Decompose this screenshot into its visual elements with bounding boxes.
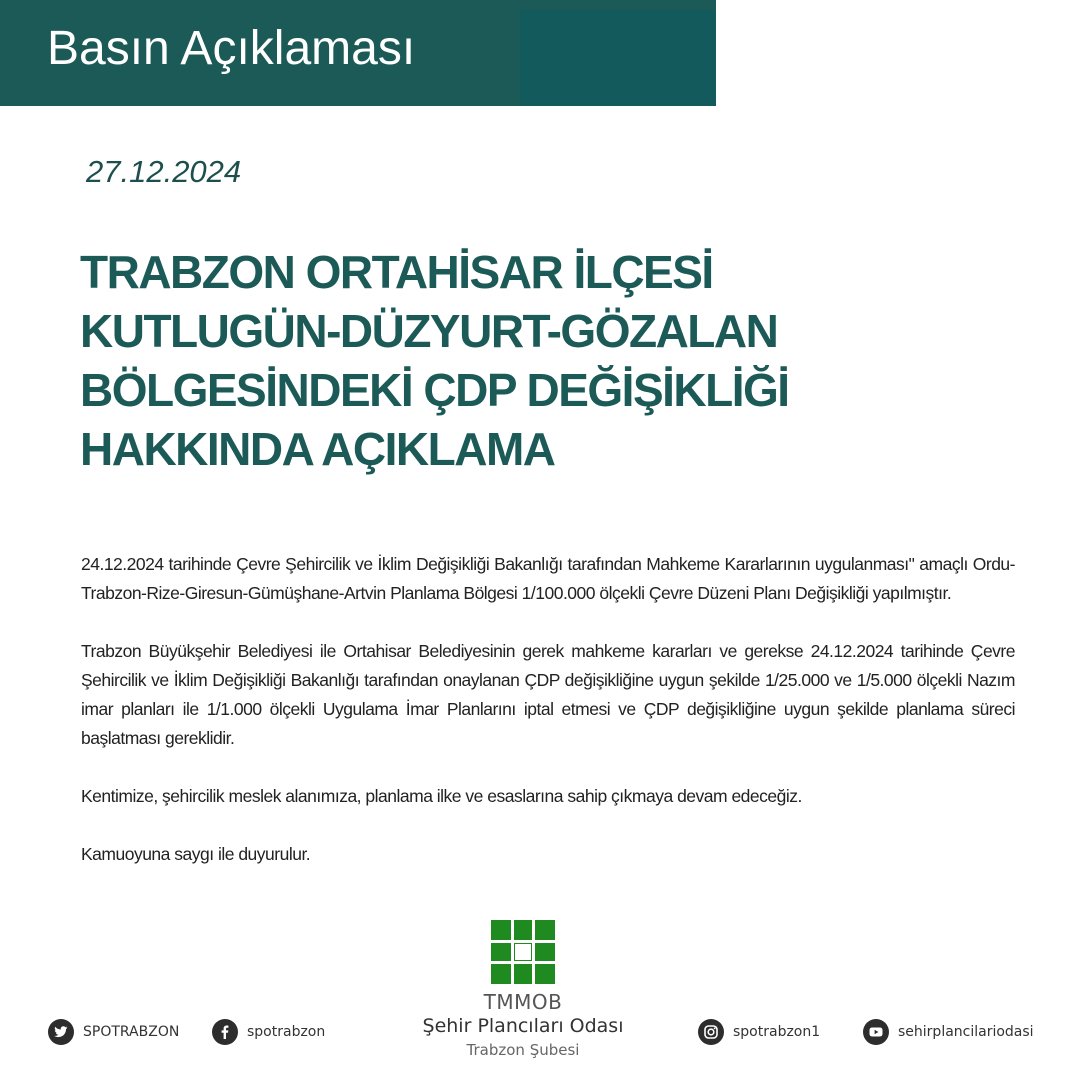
organization-logo [400,920,680,1080]
body-paragraph: Kamuoyuna saygı ile duyurulur. [81,844,311,864]
press-date: 27.12.2024 [86,154,242,189]
page-title: Basın Açıklaması [47,22,416,75]
headline-line: HAKKINDA AÇIKLAMA [80,423,555,475]
social-youtube[interactable] [863,1018,1034,1046]
social-facebook[interactable] [212,1018,325,1046]
body-paragraph: Trabzon Büyükşehir Belediyesi ile Ortahisar Belediyesinin gerek mahkeme kararları ve gerekse 24.12.2024 tarihinde Çevre Şehircilik ve İklim Değişikliği Bakanlığı tarafından onaylanan ÇDP değişikliğine uygun şekilde 1/25.000 ve 1/5.000 ölçekli Nazım imar planları ile 1/1.000 ölçekli Uygulama İmar Planlarını iptal etmesi ve ÇDP değişikliğine uygun şekilde planlama süreci başlatması gereklidir. [81,641,1015,748]
social-instagram[interactable] [698,1018,820,1046]
social-twitter[interactable] [48,1018,179,1046]
headline [80,243,980,479]
logo-branch-name: Trabzon Şubesi [466,1041,580,1059]
headline-line: TRABZON ORTAHİSAR İLÇESİ [80,246,713,298]
social-label: sehirplancilariodasi [898,1024,1034,1040]
headline-line: KUTLUGÜN-DÜZYURT-GÖZALAN [80,305,778,357]
body-paragraph: 24.12.2024 tarihinde Çevre Şehircilik ve İklim Değişikliği Bakanlığı tarafından Mahkeme Kararlarının uygulanması" amaçlı Ordu-Trabzon-Rize-Giresun-Gümüşhane-Artvin Planlama Bölgesi 1/100.000 ölçekli Çevre Düzeni Planı Değişikliği yapılmıştır. [81,554,1015,603]
social-label: SPOTRABZON [83,1024,180,1040]
body-paragraph: Kentimize, şehircilik meslek alanımıza, planlama ilke ve esaslarına sahip çıkmaya devam edeceğiz. [81,786,802,806]
banner-shade [520,10,716,106]
logo-chamber-name: Şehir Plancıları Odası [422,1015,624,1037]
facebook-icon [212,1019,238,1045]
headline-line: BÖLGESİNDEKİ ÇDP DEĞİŞİKLİĞİ [80,364,789,416]
youtube-icon [863,1019,889,1045]
logo-grid-icon [491,920,555,984]
logo-org-name: TMMOB [483,990,563,1014]
header-banner [0,0,716,106]
social-label: spotrabzon1 [733,1024,821,1040]
instagram-icon [698,1019,724,1045]
social-label: spotrabzon [247,1024,326,1040]
twitter-icon [48,1019,74,1045]
press-body [81,550,1015,898]
